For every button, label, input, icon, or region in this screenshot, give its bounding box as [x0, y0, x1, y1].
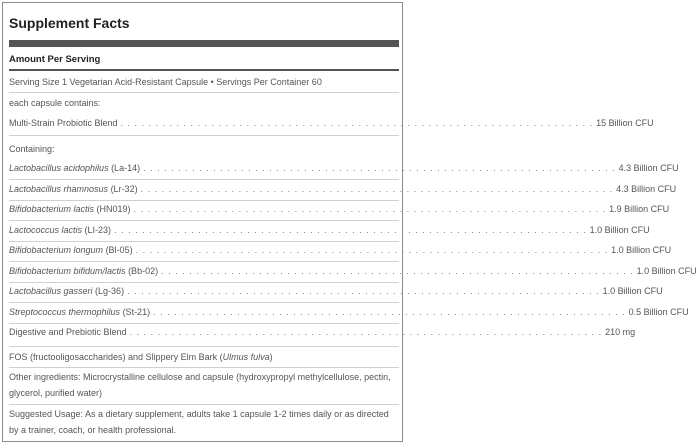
- leader-dots: . . . . . . . . . . . . . . . . . . . . . . . . . . . . . . . . . . . . . . . . . . . . . . . . . . . . . . . . . . . . . . . . . . . .: [135, 245, 609, 255]
- leader-dots: . . . . . . . . . . . . . . . . . . . . . . . . . . . . . . . . . . . . . . . . . . . . . . . . . . . . . . . . . . . . . . . . . . . .: [133, 204, 607, 214]
- strain-code: (Bb-02): [125, 265, 159, 276]
- strain-name: [9, 286, 124, 296]
- supplement-facts-panel: [2, 2, 697, 442]
- strain-genus-species: Lactobacillus rhamnosus: [9, 183, 109, 194]
- thick-divider: [9, 40, 399, 47]
- strain-genus-species: Lactococcus lactis: [9, 224, 83, 235]
- leader-dots: . . . . . . . . . . . . . . . . . . . . . . . . . . . . . . . . . . . . . . . . . . . . . . . . . . . . . . . . . . . . . . . . . . . .: [120, 118, 594, 128]
- fos-text: FOS (fructooligosaccharides) and Slippery Elm Bark (: [9, 352, 223, 362]
- digestive-blend-name: Digestive and Prebiotic Blend: [9, 327, 127, 337]
- strain-name: [9, 266, 158, 276]
- fos-latin-name: Ulmus fulva: [222, 352, 270, 362]
- strain-code: (Lr-32): [108, 183, 138, 194]
- strain-value: 1.0 Billion CFU: [602, 286, 663, 296]
- strain-genus-species: Bifidobacterium bifidum/lactis: [9, 265, 126, 276]
- leader-dots: . . . . . . . . . . . . . . . . . . . . . . . . . . . . . . . . . . . . . . . . . . . . . . . . . . . . . . . . . . . . . . . . . . . .: [129, 327, 603, 337]
- strain-code: (HN019): [94, 204, 131, 214]
- strain-row: [9, 183, 677, 197]
- strain-row: [9, 245, 672, 258]
- containing-label: Containing:: [9, 144, 55, 154]
- row-separator: [9, 302, 399, 303]
- strain-value: 1.0 Billion CFU: [611, 245, 672, 255]
- blend-name: Multi-Strain Probiotic Blend: [9, 118, 118, 128]
- strain-value: 1.0 Billion CFU: [589, 224, 650, 235]
- row-separator: [9, 92, 399, 93]
- row-separator: [9, 179, 399, 180]
- other-ingredients: Other ingredients: Microcrystalline cellulose and capsule (hydroxypropyl methylcellulose, pectin, glycerol, purified water): [9, 372, 391, 398]
- strain-row: [9, 265, 697, 279]
- strain-code: (La-14): [108, 163, 141, 173]
- row-separator: [9, 241, 399, 242]
- strain-value: 4.3 Billion CFU: [618, 163, 679, 173]
- panel-title: Supplement Facts: [9, 15, 130, 31]
- leader-dots: . . . . . . . . . . . . . . . . . . . . . . . . . . . . . . . . . . . . . . . . . . . . . . . . . . . . . . . . . . . . . . . . . . . .: [161, 265, 634, 276]
- fos-line: [9, 351, 399, 364]
- row-separator: [9, 346, 399, 347]
- strain-name: [9, 307, 150, 317]
- strain-code: (Bl-05): [103, 245, 133, 255]
- row-separator: [9, 367, 399, 368]
- strain-genus-species: Bifidobacterium longum: [9, 245, 104, 255]
- strain-code: (Lg-36): [92, 286, 125, 296]
- strain-name: [9, 184, 138, 194]
- strain-code: (LI-23): [82, 224, 112, 235]
- row-separator: [9, 135, 399, 136]
- strain-row: [9, 224, 650, 238]
- digestive-blend-value: 210 mg: [605, 327, 636, 337]
- serving-size-line: Serving Size 1 Vegetarian Acid-Resistant Capsule • Servings Per Container 60: [9, 77, 322, 87]
- amount-per-serving-heading: Amount Per Serving: [9, 54, 101, 65]
- strain-name: [9, 204, 131, 214]
- row-separator: [9, 200, 399, 201]
- strain-name: [9, 163, 140, 173]
- leader-dots: . . . . . . . . . . . . . . . . . . . . . . . . . . . . . . . . . . . . . . . . . . . . . . . . . . . . . . . . . . . . . . . . . . . .: [153, 306, 626, 317]
- row-separator: [9, 282, 399, 283]
- suggested-usage: Suggested Usage: As a dietary supplement, adults take 1 capsule 1-2 times daily or as directed by a trainer, coach, or health professional.: [9, 409, 389, 435]
- thin-divider: [9, 69, 399, 71]
- strain-genus-species: Streptococcus thermophilus: [9, 306, 121, 317]
- strain-genus-species: Bifidobacterium lactis: [9, 204, 95, 214]
- fos-close: ): [269, 352, 273, 362]
- strain-value: 4.3 Billion CFU: [616, 183, 677, 194]
- strain-genus-species: Lactobacillus gasseri: [9, 286, 93, 296]
- digestive-blend-row: [9, 327, 636, 340]
- row-separator: [9, 404, 399, 405]
- leader-dots: . . . . . . . . . . . . . . . . . . . . . . . . . . . . . . . . . . . . . . . . . . . . . . . . . . . . . . . . . . . . . . . . . . . .: [143, 163, 616, 173]
- strain-genus-species: Lactobacillus acidophilus: [9, 163, 109, 173]
- strain-row: [9, 204, 670, 217]
- leader-dots: . . . . . . . . . . . . . . . . . . . . . . . . . . . . . . . . . . . . . . . . . . . . . . . . . . . . . . . . . . . . . . . . . . . .: [127, 286, 600, 296]
- strain-code: (St-21): [120, 306, 151, 317]
- row-separator: [9, 261, 399, 262]
- row-separator: [9, 220, 399, 221]
- leader-dots: . . . . . . . . . . . . . . . . . . . . . . . . . . . . . . . . . . . . . . . . . . . . . . . . . . . . . . . . . . . . . . . . . . . .: [140, 183, 614, 194]
- strain-value: 1.0 Billion CFU: [636, 265, 697, 276]
- blend-value: 15 Billion CFU: [596, 118, 654, 128]
- blend-row: [9, 118, 654, 131]
- row-separator: [9, 323, 399, 324]
- strain-value: 0.5 Billion CFU: [628, 306, 689, 317]
- strain-value: 1.9 Billion CFU: [609, 204, 670, 214]
- strain-name: [9, 225, 111, 235]
- strain-row: [9, 163, 679, 176]
- strain-row: [9, 286, 663, 299]
- each-capsule-label: each capsule contains:: [9, 98, 101, 108]
- strain-name: [9, 245, 133, 255]
- strain-row: [9, 306, 689, 320]
- leader-dots: . . . . . . . . . . . . . . . . . . . . . . . . . . . . . . . . . . . . . . . . . . . . . . . . . . . . . . . . . . . . . . . . . . . .: [114, 224, 587, 235]
